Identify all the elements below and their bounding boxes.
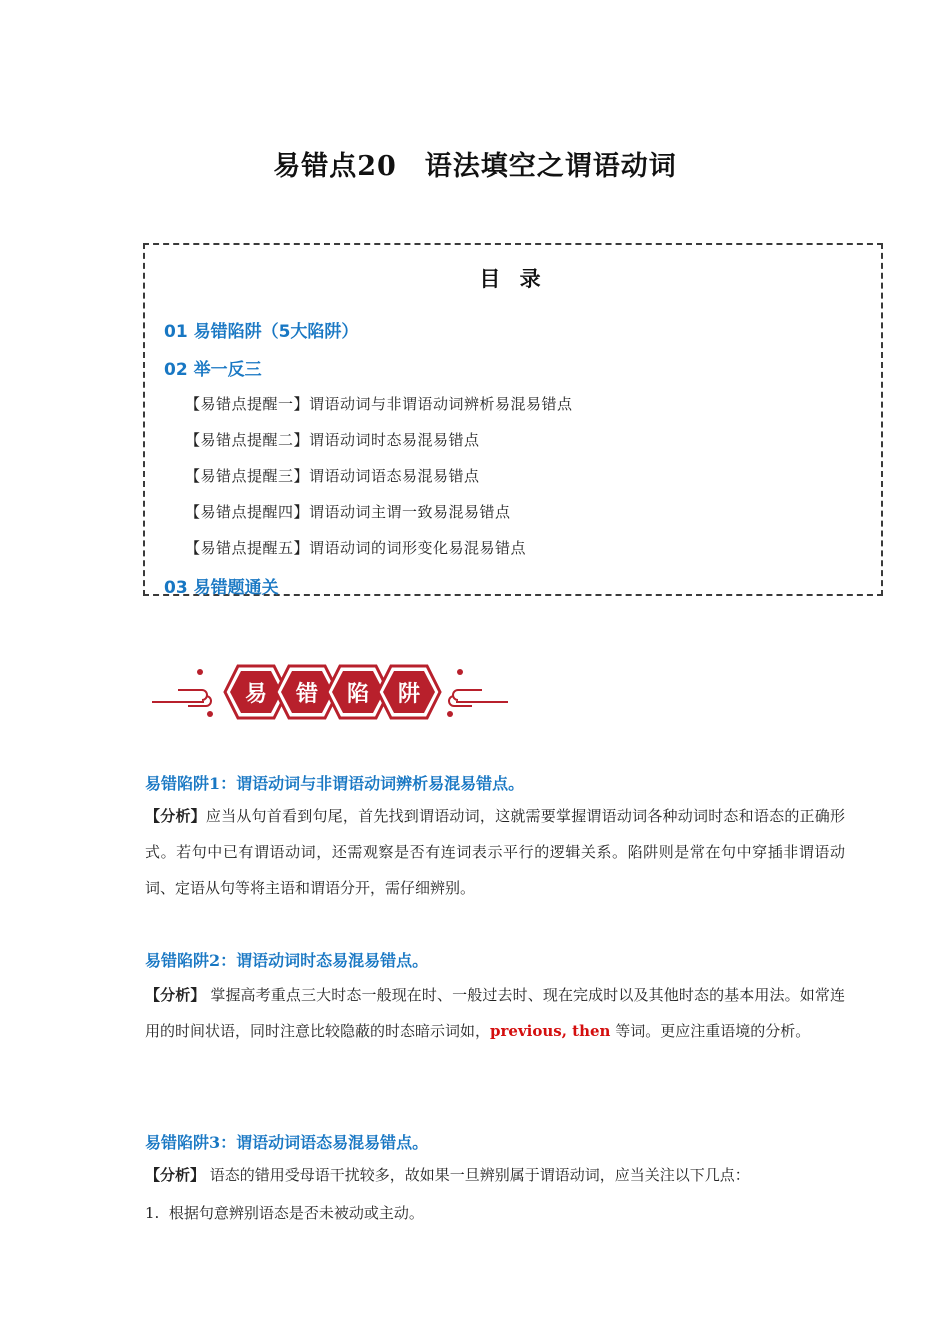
banner-dot: [447, 711, 453, 717]
point-number: 1.: [145, 1204, 160, 1222]
trap-2-heading: 易错陷阱2：谓语动词时态易混易错点。: [145, 951, 429, 970]
banner-char: 易: [244, 682, 268, 707]
point-text: 根据句意辨别语态是否未被动或主动。: [168, 1204, 424, 1222]
analysis-tag: 【分析】: [145, 807, 206, 825]
trap-3-point-1: [145, 1195, 845, 1231]
banner-dot: [197, 669, 203, 675]
banner-dot: [207, 711, 213, 717]
analysis-tag: 【分析】: [145, 986, 206, 1004]
banner-right-ornament: [449, 690, 508, 706]
trap-3-analysis: [145, 1157, 845, 1193]
banner-left-ornament: [152, 690, 211, 706]
analysis-text: 等词。更应注重语境的分析。: [610, 1022, 811, 1040]
banner-char: 错: [295, 682, 319, 707]
toc-section-examples[interactable]: 02 举一反三: [164, 360, 262, 380]
trap-2-analysis: [145, 977, 845, 1049]
toc-item[interactable]: 【易错点提醒二】谓语动词时态易混易错点: [185, 431, 480, 449]
table-of-contents: [143, 243, 883, 596]
analysis-text: 应当从句首看到句尾，首先找到谓语动词，这就需要掌握谓语动词各种动词时态和语态的正确形式。若句中已有谓语动词，还需观察是否有连词表示平行的逻辑关系。陷阱则是常在句中穿插非谓语动词、定语从句等将主语和谓语分开，需仔细辨别。: [145, 807, 845, 897]
banner-char: 阱: [397, 682, 421, 707]
trap-3-heading: 易错陷阱3：谓语动词语态易混易错点。: [145, 1133, 429, 1152]
page-title: 易错点20 语法填空之谓语动词: [273, 151, 677, 182]
toc-item[interactable]: 【易错点提醒四】谓语动词主谓一致易混易错点: [185, 503, 511, 521]
toc-item[interactable]: 【易错点提醒三】谓语动词语态易混易错点: [185, 467, 480, 485]
highlight-words: previous, then: [490, 1022, 611, 1040]
toc-item[interactable]: 【易错点提醒五】谓语动词的词形变化易混易错点: [185, 539, 527, 557]
trap-1-heading: 易错陷阱1：谓语动词与非谓语动词辨析易混易错点。: [145, 774, 525, 793]
toc-item[interactable]: 【易错点提醒一】谓语动词与非谓语动词辨析易混易错点: [185, 395, 573, 413]
toc-section-traps[interactable]: 01 易错陷阱（5大陷阱）: [164, 322, 359, 342]
section-banner: [150, 660, 510, 724]
trap-1-analysis: [145, 798, 845, 906]
toc-heading: 目 录: [479, 267, 547, 291]
toc-section-exercises[interactable]: 03 易错题通关: [164, 578, 279, 598]
analysis-text: 掌握高考重点三大时态一般现在时、一般过去时、现在完成时以及其他时态的基本用法。如常连用的时间状语，同时注意比较隐蔽的时态暗示词如，: [145, 986, 845, 1040]
banner-char: 陷: [346, 682, 370, 707]
analysis-text: 语态的错用受母语干扰较多，故如果一旦辨别属于谓语动词，应当关注以下几点：: [205, 1166, 750, 1184]
analysis-tag: 【分析】: [145, 1166, 206, 1184]
banner-dot: [457, 669, 463, 675]
